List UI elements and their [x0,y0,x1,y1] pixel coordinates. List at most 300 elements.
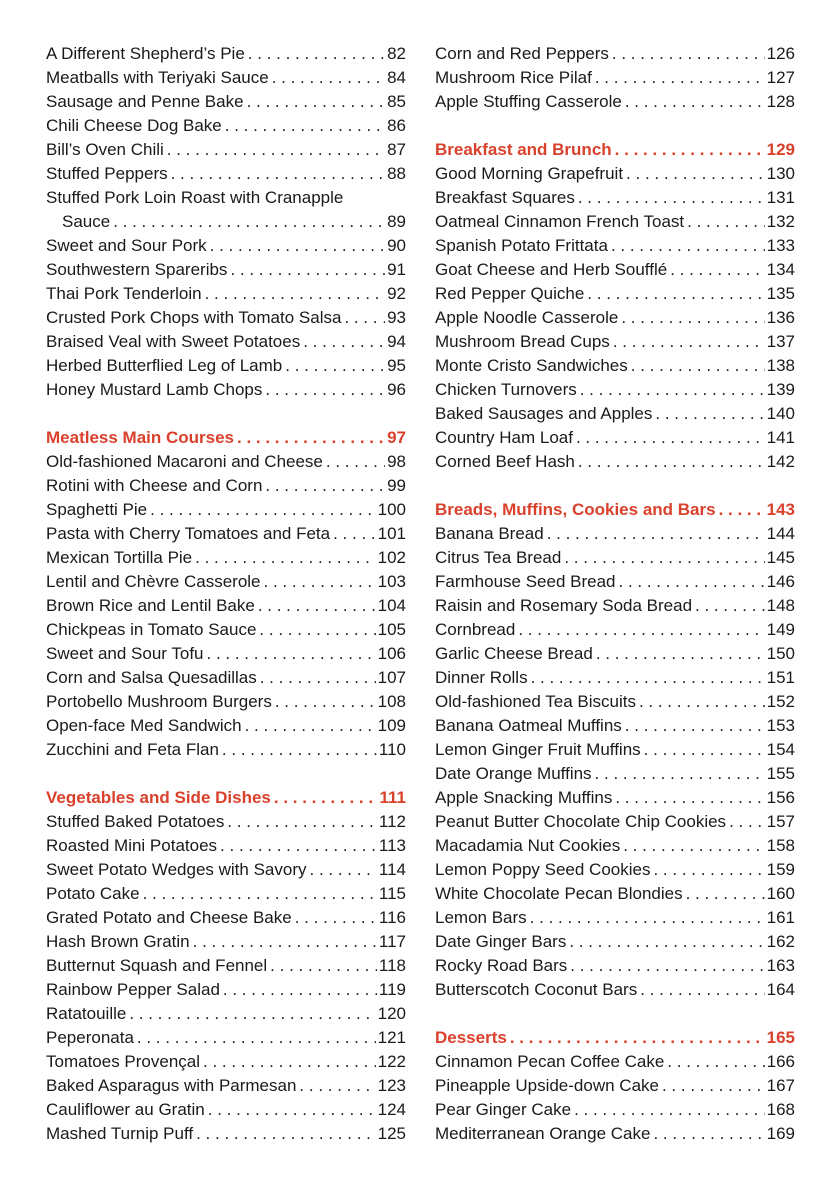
toc-entry[interactable] [435,1098,795,1122]
dot-leader [527,906,765,930]
recipe-title: Chickpeas in Tomato Sauce [46,620,257,639]
dot-leader [573,426,765,450]
page-number: 142 [766,452,795,471]
dot-leader [190,930,377,954]
page-number: 87 [387,140,406,159]
dot-leader [571,1098,765,1122]
dot-leader [616,570,765,594]
page-number: 145 [766,548,795,567]
recipe-title: Macadamia Nut Cookies [435,836,621,855]
recipe-title: Rainbow Pepper Salad [46,980,220,999]
toc-entry[interactable] [46,210,406,234]
recipe-title: Mediterranean Orange Cake [435,1124,651,1143]
page-number: 108 [377,692,406,711]
dot-leader [544,522,765,546]
page-number: 160 [766,884,795,903]
page-number: 96 [387,380,406,399]
dot-leader [134,1026,376,1050]
toc-entry[interactable] [46,666,406,690]
page-number: 107 [377,668,406,687]
dot-leader [566,930,764,954]
dot-leader [608,234,765,258]
dot-leader [271,786,378,810]
toc-entry[interactable] [435,858,795,882]
toc-entry[interactable] [46,1098,406,1122]
toc-entry[interactable] [435,882,795,906]
page-number: 166 [766,1052,795,1071]
toc-entry[interactable] [46,114,406,138]
dot-leader [227,258,385,282]
toc-entry[interactable] [435,210,795,234]
recipe-title: Grated Potato and Cheese Bake [46,908,292,927]
page-number: 106 [377,644,406,663]
dot-leader [567,954,764,978]
toc-entry[interactable] [46,978,406,1002]
recipe-title: Pineapple Upside-down Cake [435,1076,659,1095]
page-number: 114 [378,860,406,879]
dot-leader [592,66,765,90]
toc-entry[interactable] [435,810,795,834]
page-number: 154 [766,740,795,759]
toc-section-heading[interactable] [435,498,795,522]
recipe-title: Spanish Potato Frittata [435,236,608,255]
page-number: 134 [766,260,795,279]
recipe-title: Mashed Turnip Puff [46,1124,194,1143]
dot-leader [244,90,386,114]
toc-entry[interactable] [46,714,406,738]
toc-entry[interactable] [435,450,795,474]
toc-entry[interactable] [46,522,406,546]
toc-entry[interactable] [46,906,406,930]
toc-entry[interactable] [46,258,406,282]
recipe-title: Corned Beef Hash [435,452,575,471]
page-number: 91 [387,260,406,279]
recipe-title: Lemon Poppy Seed Cookies [435,860,651,879]
dot-leader [110,210,385,234]
page-number: 151 [766,668,795,687]
page-number: 103 [377,572,406,591]
recipe-title: Garlic Cheese Bread [435,644,593,663]
page-number: 155 [766,764,795,783]
dot-leader [242,714,376,738]
toc-entry[interactable] [46,834,406,858]
toc-entry[interactable] [46,882,406,906]
recipe-title: Rocky Road Bars [435,956,568,975]
dot-leader [330,522,376,546]
toc-entry[interactable] [46,594,406,618]
page-number: 124 [377,1100,406,1119]
page-number: 137 [766,332,795,351]
toc-entry[interactable] [435,1050,795,1074]
page-number: 143 [766,500,795,519]
recipe-title: Apple Noodle Casserole [435,308,619,327]
page-number: 153 [766,716,795,735]
recipe-title: Citrus Tea Bread [435,548,562,567]
toc-entry[interactable] [435,66,795,90]
toc-entry[interactable] [46,1002,406,1026]
page-number: 157 [766,812,795,831]
page-number: 92 [387,284,406,303]
toc-entry[interactable] [435,594,795,618]
toc-entry[interactable] [46,1050,406,1074]
page-number: 84 [387,68,406,87]
page-number: 89 [387,212,406,231]
dot-leader [515,618,764,642]
dot-leader [620,834,764,858]
recipe-title: Mushroom Bread Cups [435,332,610,351]
toc-entry[interactable] [46,570,406,594]
dot-leader [622,90,765,114]
dot-leader [650,858,764,882]
dot-leader [168,162,385,186]
dot-leader [256,618,375,642]
recipe-title: Mushroom Rice Pilaf [435,68,592,87]
toc-section-heading[interactable] [435,1026,795,1050]
toc-left-column [46,42,406,1146]
page-number: 102 [377,548,406,567]
recipe-title: Corn and Red Peppers [435,44,609,63]
recipe-title: Banana Oatmeal Muffins [435,716,622,735]
recipe-title: Goat Cheese and Herb Soufflé [435,260,668,279]
dot-leader [683,882,765,906]
recipe-title: Sauce [62,212,111,231]
toc-entry[interactable] [46,618,406,642]
recipe-title: White Chocolate Pecan Blondies [435,884,683,903]
dot-leader [234,426,385,450]
section-spacer [46,402,406,426]
toc-entry[interactable] [435,834,795,858]
toc-entry[interactable] [435,978,795,1002]
recipe-title: Peperonata [46,1028,134,1047]
recipe-title: Rotini with Cheese and Corn [46,476,263,495]
dot-leader [575,450,765,474]
toc-entry[interactable] [435,402,795,426]
recipe-title: Lemon Bars [435,908,527,927]
dot-leader [612,138,765,162]
recipe-title: A Different Shepherd’s Pie [46,44,245,63]
recipe-title: Cauliflower au Gratin [46,1100,205,1119]
page-number: 140 [766,404,795,423]
dot-leader [245,42,385,66]
section-spacer [435,1002,795,1026]
dot-leader [267,954,377,978]
page-number: 159 [766,860,795,879]
toc-entry[interactable] [46,378,406,402]
page-number: 169 [766,1124,795,1143]
dot-leader [205,1098,376,1122]
page-number: 136 [766,308,795,327]
page-number: 139 [766,380,795,399]
toc-entry[interactable] [46,330,406,354]
section-title: Breads, Muffins, Cookies and Bars [435,500,716,519]
toc-entry[interactable] [46,90,406,114]
toc-entry[interactable] [435,618,795,642]
page-number: 85 [387,92,406,111]
page-number: 130 [766,164,795,183]
dot-leader [341,306,385,330]
recipe-title: Stuffed Baked Potatoes [46,812,225,831]
toc-entry[interactable] [46,42,406,66]
dot-leader [292,906,377,930]
recipe-title: Open-face Med Sandwich [46,716,242,735]
page-number: 163 [766,956,795,975]
toc-entry[interactable] [46,474,406,498]
section-spacer [46,762,406,786]
toc-entry[interactable] [46,354,406,378]
toc-entry[interactable] [46,690,406,714]
dot-leader [592,762,765,786]
recipe-title: Banana Bread [435,524,544,543]
page-number: 97 [387,428,406,447]
page-number: 125 [377,1124,406,1143]
dot-leader [716,498,765,522]
dot-leader [609,42,765,66]
toc-entry[interactable] [46,1074,406,1098]
toc-entry[interactable] [46,810,406,834]
recipe-title: Bill’s Oven Chili [46,140,164,159]
recipe-title: Zucchini and Feta Flan [46,740,219,759]
dot-leader [652,402,764,426]
toc-entry[interactable] [46,642,406,666]
toc-entry[interactable] [46,306,406,330]
toc-entry[interactable] [46,1122,406,1146]
dot-leader [192,546,375,570]
toc-entry[interactable] [46,954,406,978]
toc-section-heading[interactable] [46,426,406,450]
toc-entry[interactable] [435,906,795,930]
toc-entry[interactable] [435,642,795,666]
dot-leader [307,858,377,882]
page-number: 152 [766,692,795,711]
toc-entry[interactable] [46,186,406,210]
toc-entry[interactable] [435,570,795,594]
recipe-title: Apple Stuffing Casserole [435,92,622,111]
page-number: 120 [377,1004,406,1023]
recipe-title: Sweet and Sour Pork [46,236,207,255]
toc-entry[interactable] [435,786,795,810]
toc-entry[interactable] [435,378,795,402]
recipe-title: Lemon Ginger Fruit Muffins [435,740,641,759]
toc-entry[interactable] [435,90,795,114]
dot-leader [726,810,765,834]
recipe-title: Farmhouse Seed Bread [435,572,616,591]
section-title: Desserts [435,1028,507,1047]
recipe-title: Cornbread [435,620,516,639]
page-number: 149 [766,620,795,639]
dot-leader [126,1002,375,1026]
recipe-title: Old-fashioned Macaroni and Cheese [46,452,323,471]
recipe-title: Raisin and Rosemary Soda Bread [435,596,693,615]
page-number: 98 [387,452,406,471]
toc-entry[interactable] [46,450,406,474]
page-number: 86 [387,116,406,135]
toc-entry[interactable] [46,930,406,954]
recipe-title: Portobello Mushroom Burgers [46,692,272,711]
recipe-title: Old-fashioned Tea Biscuits [435,692,636,711]
page-number: 141 [766,428,795,447]
toc-entry[interactable] [435,690,795,714]
toc-entry[interactable] [435,546,795,570]
toc-entry[interactable] [46,858,406,882]
page-number: 121 [377,1028,406,1047]
page-number: 99 [387,476,406,495]
toc-entry[interactable] [46,162,406,186]
dot-leader [261,570,376,594]
toc-entry[interactable] [435,1122,795,1146]
dot-leader [577,378,765,402]
dot-leader [641,738,765,762]
recipe-title: Good Morning Grapefruit [435,164,624,183]
dot-leader [507,1026,765,1050]
toc-entry[interactable] [435,1074,795,1098]
toc-entry[interactable] [435,354,795,378]
toc-entry[interactable] [435,426,795,450]
dot-leader [255,594,376,618]
page-number: 144 [766,524,795,543]
toc-entry[interactable] [46,234,406,258]
dot-leader [637,978,764,1002]
recipe-title: Stuffed Peppers [46,164,168,183]
recipe-title: Potato Cake [46,884,140,903]
dot-leader [220,978,377,1002]
dot-leader [636,690,765,714]
toc-entry[interactable] [435,258,795,282]
toc-entry[interactable] [46,738,406,762]
recipe-title: Dinner Rolls [435,668,528,687]
toc-entry[interactable] [46,282,406,306]
recipe-title: Date Ginger Bars [435,932,567,951]
dot-leader [222,114,385,138]
page-number: 100 [377,500,406,519]
toc-entry[interactable] [435,42,795,66]
recipe-title: Mexican Tortilla Pie [46,548,193,567]
dot-leader [692,594,765,618]
dot-leader [628,354,765,378]
toc-entry[interactable] [435,330,795,354]
dot-leader [667,258,764,282]
recipe-title: Hash Brown Gratin [46,932,190,951]
page-number: 94 [387,332,406,351]
dot-leader [622,714,765,738]
dot-leader [612,786,764,810]
page-number: 112 [378,812,406,831]
toc-entry[interactable] [435,162,795,186]
page-number: 95 [387,356,406,375]
toc-entry[interactable] [435,666,795,690]
recipe-title: Date Orange Muffins [435,764,592,783]
dot-leader [584,282,764,306]
recipe-title: Meatballs with Teriyaki Sauce [46,68,269,87]
recipe-title: Herbed Butterflied Leg of Lamb [46,356,283,375]
dot-leader [257,666,376,690]
toc-entry[interactable] [435,234,795,258]
recipe-title: Pasta with Cherry Tomatoes and Feta [46,524,331,543]
toc-entry[interactable] [435,762,795,786]
dot-leader [623,162,765,186]
toc-entry[interactable] [435,930,795,954]
page-number: 117 [378,932,406,951]
recipe-title: Corn and Salsa Quesadillas [46,668,257,687]
page-number: 168 [766,1100,795,1119]
dot-leader [262,474,385,498]
recipe-title: Monte Cristo Sandwiches [435,356,628,375]
recipe-title: Baked Asparagus with Parmesan [46,1076,297,1095]
toc-entry[interactable] [46,498,406,522]
toc-section-heading[interactable] [435,138,795,162]
page-number: 126 [766,44,795,63]
dot-leader [575,186,765,210]
dot-leader [269,66,385,90]
recipe-title: Butternut Squash and Fennel [46,956,268,975]
dot-leader [200,1050,376,1074]
section-title: Meatless Main Courses [46,428,235,447]
toc-entry[interactable] [435,714,795,738]
toc-entry[interactable] [435,738,795,762]
toc-entry[interactable] [46,66,406,90]
toc-entry[interactable] [46,546,406,570]
page-number: 156 [766,788,795,807]
page-number: 115 [378,884,406,903]
dot-leader [684,210,764,234]
page-number: 116 [378,908,406,927]
page-number: 133 [766,236,795,255]
dot-leader [618,306,764,330]
page-number: 113 [378,836,406,855]
page-number: 122 [377,1052,406,1071]
recipe-title: Stuffed Pork Loin Roast with Cranapple [46,188,344,207]
dot-leader [204,642,376,666]
dot-leader [140,882,377,906]
dot-leader [561,546,764,570]
dot-leader [664,1050,764,1074]
toc-entry[interactable] [435,522,795,546]
page-number: 128 [766,92,795,111]
page-number: 161 [766,908,795,927]
dot-leader [300,330,385,354]
page-number: 167 [766,1076,795,1095]
dot-leader [193,1122,376,1146]
recipe-title: Sausage and Penne Bake [46,92,244,111]
recipe-title: Crusted Pork Chops with Tomato Salsa [46,308,342,327]
toc-entry[interactable] [435,954,795,978]
toc-entry[interactable] [46,1026,406,1050]
toc-entry[interactable] [435,282,795,306]
recipe-title: Roasted Mini Potatoes [46,836,218,855]
page-number: 111 [379,788,406,807]
toc-section-heading[interactable] [46,786,406,810]
page-number: 132 [766,212,795,231]
dot-leader [282,354,385,378]
recipe-title: Country Ham Loaf [435,428,573,447]
page-number: 164 [766,980,795,999]
recipe-title: Sweet Potato Wedges with Savory [46,860,307,879]
page-number: 109 [377,716,406,735]
toc-entry[interactable] [46,138,406,162]
recipe-title: Honey Mustard Lamb Chops [46,380,263,399]
page-number: 90 [387,236,406,255]
dot-leader [323,450,385,474]
toc-entry[interactable] [435,306,795,330]
toc-right-column [435,42,795,1146]
dot-leader [219,738,377,762]
recipe-title: Brown Rice and Lentil Bake [46,596,255,615]
dot-leader [650,1122,764,1146]
toc-entry[interactable] [435,186,795,210]
recipe-title: Cinnamon Pecan Coffee Cake [435,1052,665,1071]
recipe-title: Apple Snacking Muffins [435,788,613,807]
recipe-title: Breakfast Squares [435,188,575,207]
page-number: 162 [766,932,795,951]
